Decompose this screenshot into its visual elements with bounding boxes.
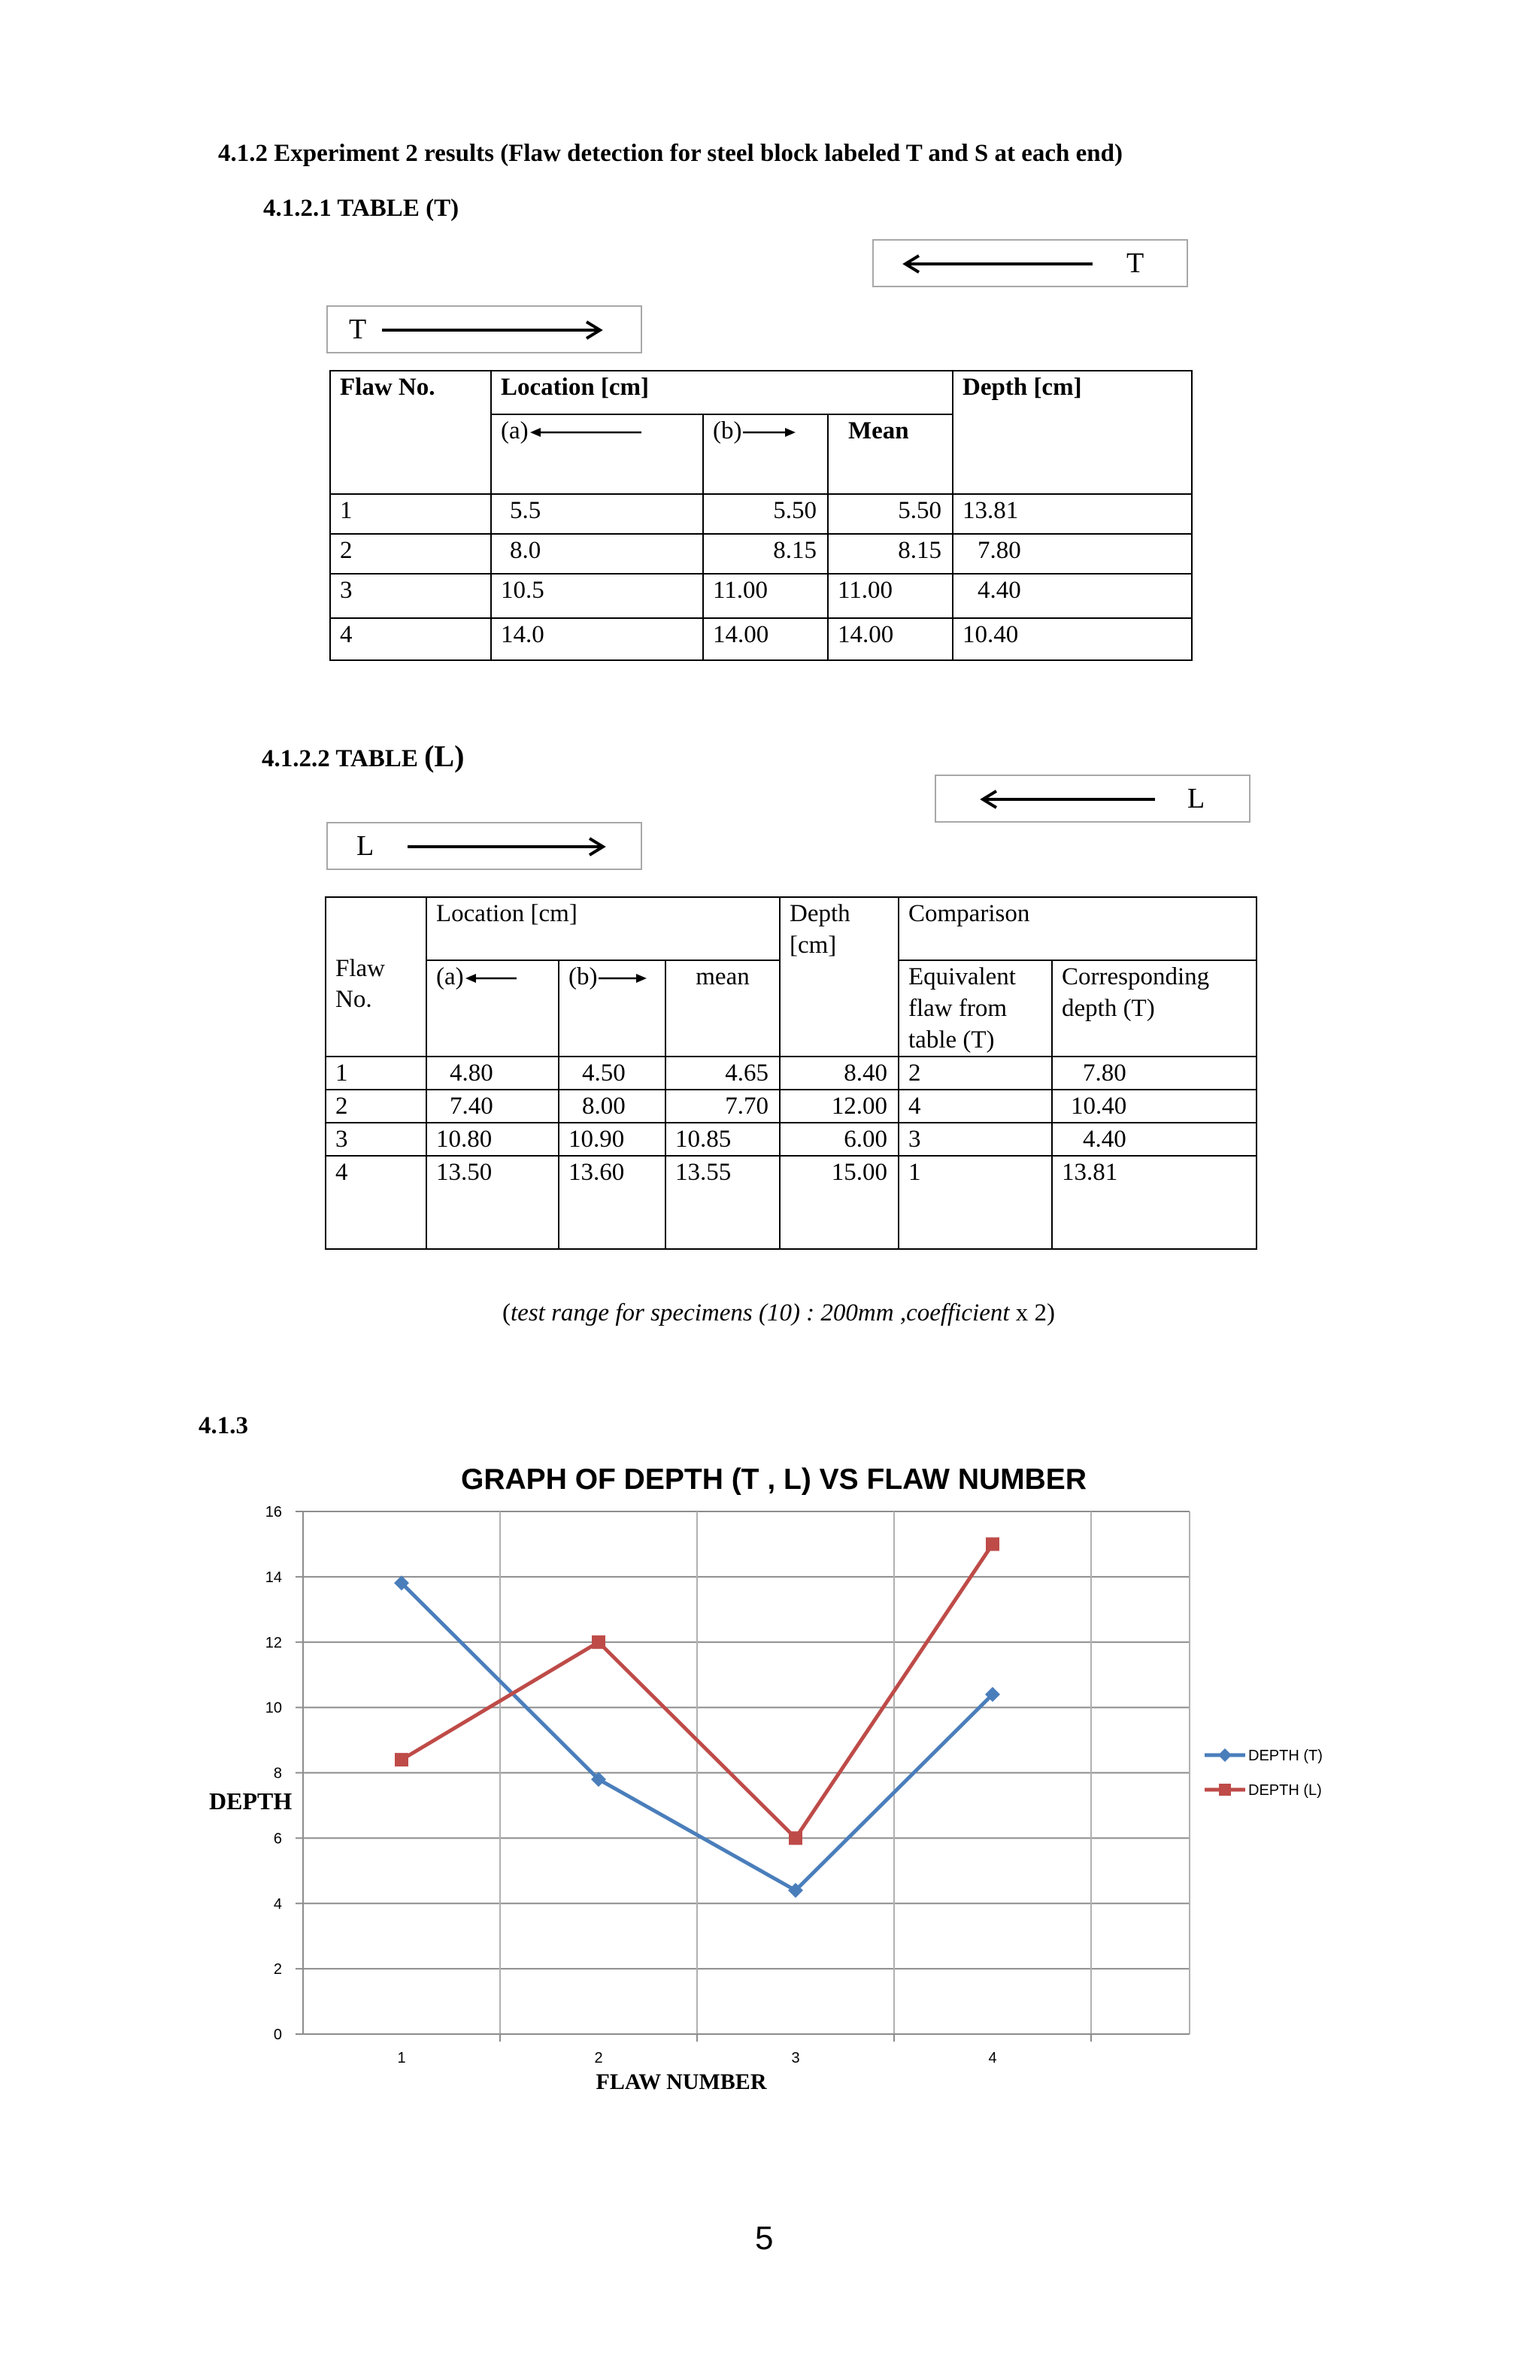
y-tick-label: 2 xyxy=(273,1961,282,1978)
cell-equivalent: 3 xyxy=(899,1123,1052,1156)
header-col-a: (a) xyxy=(426,960,559,1057)
data-point xyxy=(592,1636,605,1649)
legend-label: DEPTH (L) xyxy=(1248,1782,1322,1799)
table-row xyxy=(326,1090,1257,1123)
direction-label: L xyxy=(356,830,374,862)
cell-corresponding: 7.80 xyxy=(1052,1057,1257,1090)
y-tick-label: 8 xyxy=(273,1765,282,1782)
header-col-a: (a) xyxy=(491,414,703,494)
cell-equivalent: 1 xyxy=(899,1156,1052,1249)
direction-label: T xyxy=(349,314,367,345)
cell-location-a: 10.80 xyxy=(426,1123,559,1156)
legend-marker xyxy=(1219,1784,1231,1796)
table-row xyxy=(330,494,1192,534)
x-tick-label: 4 xyxy=(988,2050,997,2066)
cell-flaw-no: 2 xyxy=(326,1090,426,1123)
cell-corresponding: 4.40 xyxy=(1052,1123,1257,1156)
cell-mean: 13.55 xyxy=(665,1156,780,1249)
cell-location-a: 10.5 xyxy=(491,574,703,618)
cell-location-b: 8.15 xyxy=(703,534,828,574)
chart-grid xyxy=(303,1511,1190,2034)
cell-depth: 6.00 xyxy=(780,1123,899,1156)
cell-location-b: 10.90 xyxy=(559,1123,665,1156)
y-tick-label: 10 xyxy=(265,1699,282,1717)
header-equivalent: Equivalent flaw from table (T) xyxy=(899,960,1052,1057)
cell-equivalent: 2 xyxy=(899,1057,1052,1090)
cell-mean: 4.65 xyxy=(665,1057,780,1090)
y-axis-label: DEPTH xyxy=(209,1787,293,1815)
cell-location-b: 4.50 xyxy=(559,1057,665,1090)
table-l xyxy=(325,896,1257,1250)
legend-label: DEPTH (T) xyxy=(1248,1748,1323,1764)
section-heading: 4.1.2 Experiment 2 results (Flaw detection for steel block labeled T and S at each end) xyxy=(218,140,1123,167)
y-tick-label: 14 xyxy=(265,1569,282,1586)
direction-label: L xyxy=(1187,783,1205,814)
cell-flaw-no: 3 xyxy=(326,1123,426,1156)
left-arrow-icon xyxy=(978,790,1159,809)
y-tick-label: 0 xyxy=(273,2027,282,2043)
cell-flaw-no: 1 xyxy=(330,494,491,534)
cell-flaw-no: 4 xyxy=(330,618,491,660)
x-tick-label: 3 xyxy=(791,2050,800,2066)
chart-title: GRAPH OF DEPTH (T , L) VS FLAW NUMBER xyxy=(461,1463,1087,1496)
table-row xyxy=(330,534,1192,574)
left-arrow-icon xyxy=(901,254,1096,274)
right-arrow-icon xyxy=(599,973,647,984)
cell-location-b: 13.60 xyxy=(559,1156,665,1249)
cell-location-a: 7.40 xyxy=(426,1090,559,1123)
cell-mean: 8.15 xyxy=(828,534,953,574)
cell-mean: 11.00 xyxy=(828,574,953,618)
data-point xyxy=(986,1537,999,1551)
cell-location-b: 14.00 xyxy=(703,618,828,660)
chart-axes xyxy=(265,1504,1190,2066)
depth-vs-flaw-chart xyxy=(0,1444,1540,2106)
left-arrow-icon xyxy=(530,427,643,438)
direction-box-t-right xyxy=(872,239,1188,287)
header-col-b: (b) xyxy=(559,960,665,1057)
table-row xyxy=(330,618,1192,660)
x-tick-label: 2 xyxy=(594,2050,603,2066)
table-row xyxy=(326,1156,1257,1249)
left-arrow-icon xyxy=(465,973,518,984)
header-location: Location [cm] xyxy=(426,897,780,960)
header-flaw-no: Flaw No. xyxy=(330,371,491,494)
y-tick-label: 16 xyxy=(265,1504,282,1520)
table-l-heading: 4.1.2.2 TABLE (L) xyxy=(262,739,465,773)
cell-flaw-no: 3 xyxy=(330,574,491,618)
cell-location-a: 5.5 xyxy=(491,494,703,534)
header-comparison: Comparison xyxy=(899,897,1257,960)
cell-location-b: 11.00 xyxy=(703,574,828,618)
cell-location-b: 5.50 xyxy=(703,494,828,534)
right-arrow-icon xyxy=(380,320,606,340)
y-tick-label: 12 xyxy=(265,1634,282,1651)
header-col-b: (b) xyxy=(703,414,828,494)
header-flaw-no: Flaw No. xyxy=(326,897,426,1057)
data-point xyxy=(789,1831,802,1845)
x-tick-label: 1 xyxy=(397,2050,406,2066)
direction-label: T xyxy=(1126,247,1144,279)
cell-depth: 7.80 xyxy=(953,534,1192,574)
header-mean: Mean xyxy=(828,414,953,494)
table-t-heading: 4.1.2.1 TABLE (T) xyxy=(263,195,459,222)
direction-box-t-left xyxy=(326,305,642,353)
table-caption: (test range for specimens (10) : 200mm ,coefficient x 2) xyxy=(502,1299,1056,1326)
cell-location-a: 8.0 xyxy=(491,534,703,574)
cell-location-a: 13.50 xyxy=(426,1156,559,1249)
legend-marker xyxy=(1218,1748,1232,1762)
cell-corresponding: 13.81 xyxy=(1052,1156,1257,1249)
cell-mean: 10.85 xyxy=(665,1123,780,1156)
table-row xyxy=(326,1057,1257,1090)
cell-flaw-no: 1 xyxy=(326,1057,426,1090)
cell-depth: 8.40 xyxy=(780,1057,899,1090)
cell-corresponding: 10.40 xyxy=(1052,1090,1257,1123)
cell-location-b: 8.00 xyxy=(559,1090,665,1123)
cell-depth: 15.00 xyxy=(780,1156,899,1249)
direction-box-l-right xyxy=(935,775,1250,823)
page-number: 5 xyxy=(755,2220,774,2257)
right-arrow-icon xyxy=(406,837,609,856)
cell-mean: 14.00 xyxy=(828,618,953,660)
cell-mean: 7.70 xyxy=(665,1090,780,1123)
y-tick-label: 6 xyxy=(273,1830,282,1848)
cell-depth: 4.40 xyxy=(953,574,1192,618)
chart-legend xyxy=(1205,1748,1323,1799)
direction-box-l-left xyxy=(326,822,642,870)
cell-depth: 10.40 xyxy=(953,618,1192,660)
cell-equivalent: 4 xyxy=(899,1090,1052,1123)
cell-flaw-no: 4 xyxy=(326,1156,426,1249)
cell-depth: 13.81 xyxy=(953,494,1192,534)
table-row xyxy=(330,574,1192,618)
header-location: Location [cm] xyxy=(491,371,953,414)
table-t xyxy=(329,370,1193,661)
cell-location-a: 14.0 xyxy=(491,618,703,660)
table-row xyxy=(326,1123,1257,1156)
x-axis-label: FLAW NUMBER xyxy=(596,2069,767,2094)
header-mean: mean xyxy=(665,960,780,1057)
header-corresponding: Corresponding depth (T) xyxy=(1052,960,1257,1057)
cell-mean: 5.50 xyxy=(828,494,953,534)
cell-flaw-no: 2 xyxy=(330,534,491,574)
right-arrow-icon xyxy=(743,427,796,438)
cell-location-a: 4.80 xyxy=(426,1057,559,1090)
header-depth: Depth [cm] xyxy=(953,371,1192,494)
cell-depth: 12.00 xyxy=(780,1090,899,1123)
header-depth: Depth [cm] xyxy=(780,897,899,1057)
y-tick-label: 4 xyxy=(273,1896,282,1913)
graph-heading: 4.1.3 xyxy=(199,1412,248,1439)
data-point xyxy=(395,1753,408,1766)
